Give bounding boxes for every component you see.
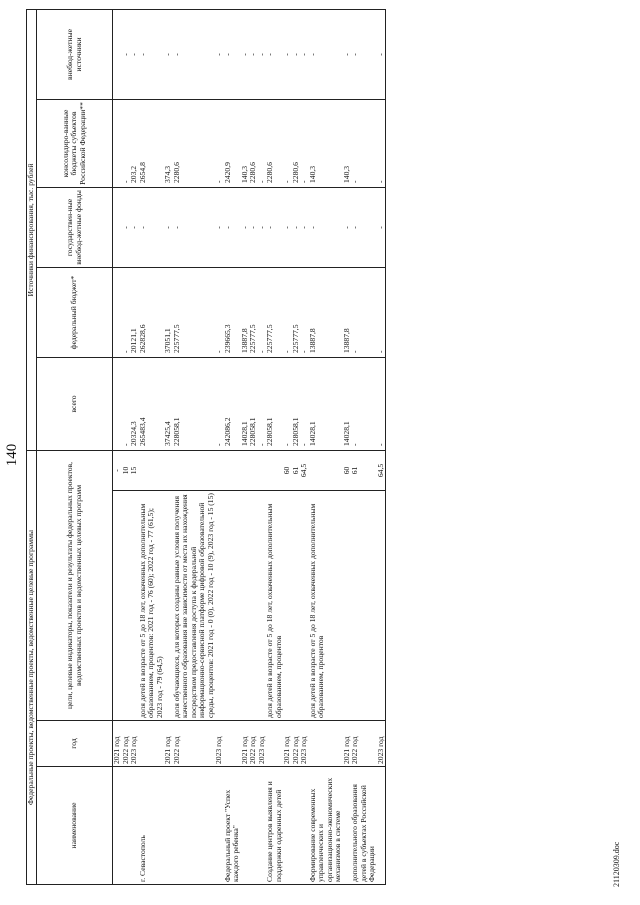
row-extrabudgetary-cell: - bbox=[130, 9, 139, 99]
row-total-cell: - bbox=[283, 357, 292, 450]
table-row bbox=[351, 9, 377, 884]
row-indicator-cell: доля обучающихся, для которых созданы равные условия получения качественного образования вне зависимости от места их нахождения посредством предоставления доступа к федеральной информационно-сервисной платформе цифровой образовательной среды, процентов: 2021 год - 0 (0), 2022 год - 10 (9), 2023 год - 15 (15) bbox=[173, 491, 216, 721]
row-indicator-cell bbox=[343, 491, 352, 721]
row-year-cell: 2022 год bbox=[249, 721, 258, 767]
row-consolidated-cell: 203,2 bbox=[130, 99, 139, 187]
row-state-funds-cell: - bbox=[122, 187, 131, 267]
row-extrabudgetary-cell: - bbox=[351, 9, 377, 99]
row-indicator-cell bbox=[122, 491, 131, 721]
row-federal-cell: 225777,5 bbox=[249, 267, 258, 357]
row-indicator-value-cell bbox=[258, 450, 267, 490]
header-consolidated-budgets: консолидиро-ванные бюджеты субъектов Российской Федерации** bbox=[37, 99, 113, 187]
row-consolidated-cell: 2654,8 bbox=[139, 99, 165, 187]
row-total-cell: - bbox=[351, 357, 377, 450]
row-name-cell: Создание центров выявления и поддержки одаренных детей bbox=[266, 767, 283, 885]
row-year-cell bbox=[224, 721, 241, 767]
row-consolidated-cell: - bbox=[283, 99, 292, 187]
row-indicator-value-cell: 64,5 bbox=[377, 450, 386, 490]
row-state-funds-cell: - bbox=[130, 187, 139, 267]
row-total-cell: - bbox=[215, 357, 224, 450]
row-name-cell: Формирование современных управленческих и организационно-экономических механизмов в системе bbox=[309, 767, 343, 885]
row-indicator-cell bbox=[351, 491, 377, 721]
row-consolidated-cell: 140,3 bbox=[309, 99, 343, 187]
row-extrabudgetary-cell: - bbox=[164, 9, 173, 99]
row-state-funds-cell: - bbox=[351, 187, 377, 267]
header-group-financing: Источники финансирования, тыс. рублей bbox=[27, 9, 37, 450]
row-total-cell: - bbox=[258, 357, 267, 450]
header-extrabudgetary: внебюд-жетные источники bbox=[37, 9, 113, 99]
row-state-funds-cell: - bbox=[258, 187, 267, 267]
header-goals: цели, целевые индикаторы, показатели и результаты федеральных проектов, ведомственных проектов и ведомственных целевых программ bbox=[37, 450, 113, 720]
row-extrabudgetary-cell: - bbox=[241, 9, 250, 99]
row-indicator-value-cell: - bbox=[113, 450, 122, 490]
row-total-cell: - bbox=[122, 357, 131, 450]
table-row bbox=[130, 9, 139, 884]
row-state-funds-cell: - bbox=[241, 187, 250, 267]
row-federal-cell: 239665,3 bbox=[224, 267, 241, 357]
row-state-funds-cell: - bbox=[224, 187, 241, 267]
row-indicator-value-cell: 10 bbox=[122, 450, 131, 490]
row-state-funds-cell: - bbox=[283, 187, 292, 267]
row-indicator-value-cell bbox=[164, 450, 173, 490]
row-federal-cell: - bbox=[377, 267, 386, 357]
row-name-cell bbox=[283, 767, 292, 885]
row-federal-cell: - bbox=[122, 267, 131, 357]
row-year-cell: 2023 год bbox=[258, 721, 267, 767]
row-federal-cell: 13887,8 bbox=[241, 267, 250, 357]
row-extrabudgetary-cell: - bbox=[215, 9, 224, 99]
row-name-cell bbox=[249, 767, 258, 885]
row-indicator-value-cell bbox=[266, 450, 283, 490]
row-consolidated-cell: - bbox=[300, 99, 309, 187]
row-indicator-cell bbox=[292, 491, 301, 721]
row-federal-cell: - bbox=[258, 267, 267, 357]
row-extrabudgetary-cell: - bbox=[377, 9, 386, 99]
row-year-cell: 2023 год bbox=[215, 721, 224, 767]
row-name-cell bbox=[164, 767, 173, 885]
row-total-cell: 14028,1 bbox=[241, 357, 250, 450]
row-consolidated-cell: 2280,6 bbox=[292, 99, 301, 187]
table-row bbox=[258, 9, 267, 884]
row-total-cell: 242086,2 bbox=[224, 357, 241, 450]
table-row bbox=[309, 9, 343, 884]
row-extrabudgetary-cell: - bbox=[343, 9, 352, 99]
row-year-cell: 2022 год bbox=[351, 721, 377, 767]
row-name-cell: г. Севастополь bbox=[139, 767, 165, 885]
row-indicator-cell bbox=[224, 491, 241, 721]
row-name-cell: Федеральный проект "Успех каждого ребенка" bbox=[224, 767, 241, 885]
row-federal-cell: - bbox=[300, 267, 309, 357]
row-year-cell: 2021 год bbox=[283, 721, 292, 767]
row-extrabudgetary-cell: - bbox=[122, 9, 131, 99]
row-year-cell: 2022 год bbox=[173, 721, 216, 767]
table-row bbox=[266, 9, 283, 884]
row-state-funds-cell: - bbox=[249, 187, 258, 267]
row-name-cell bbox=[377, 767, 386, 885]
row-indicator-value-cell: 61 bbox=[292, 450, 301, 490]
row-state-funds-cell: - bbox=[292, 187, 301, 267]
row-indicator-cell: доля детей в возрасте от 5 до 18 лет, охваченных дополнительным образованием, процентов bbox=[309, 491, 343, 721]
table-row bbox=[139, 9, 165, 884]
row-state-funds-cell: - bbox=[309, 187, 343, 267]
header-federal-budget: федеральный бюджет* bbox=[37, 267, 113, 357]
row-extrabudgetary-cell: - bbox=[266, 9, 283, 99]
row-year-cell: 2021 год bbox=[164, 721, 173, 767]
page-number: 140 bbox=[4, 443, 20, 467]
row-year-cell: 2023 год bbox=[130, 721, 139, 767]
row-state-funds-cell: - bbox=[215, 187, 224, 267]
row-year-cell: 2022 год bbox=[292, 721, 301, 767]
row-extrabudgetary-cell: - bbox=[258, 9, 267, 99]
row-consolidated-cell: 2420,9 bbox=[224, 99, 241, 187]
row-federal-cell: 225777,5 bbox=[173, 267, 216, 357]
row-federal-cell: 13887,8 bbox=[309, 267, 343, 357]
row-total-cell: 228058,1 bbox=[173, 357, 216, 450]
row-year-cell bbox=[309, 721, 343, 767]
header-name: наименование bbox=[37, 767, 113, 885]
row-indicator-value-cell bbox=[173, 450, 216, 490]
row-indicator-cell bbox=[249, 491, 258, 721]
row-consolidated-cell: - bbox=[215, 99, 224, 187]
row-state-funds-cell: - bbox=[343, 187, 352, 267]
row-indicator-value-cell: 64,5 bbox=[300, 450, 309, 490]
row-total-cell: 228058,1 bbox=[266, 357, 283, 450]
row-indicator-value-cell bbox=[224, 450, 241, 490]
row-extrabudgetary-cell: - bbox=[224, 9, 241, 99]
row-federal-cell: 13887,8 bbox=[343, 267, 352, 357]
row-indicator-value-cell: 60 bbox=[283, 450, 292, 490]
header-state-funds: государствен-ные внебюд-жетные фонды bbox=[37, 187, 113, 267]
row-extrabudgetary-cell: - bbox=[283, 9, 292, 99]
row-name-cell bbox=[292, 767, 301, 885]
row-year-cell: 2023 год bbox=[300, 721, 309, 767]
row-extrabudgetary-cell: - bbox=[292, 9, 301, 99]
row-extrabudgetary-cell: - bbox=[300, 9, 309, 99]
row-total-cell: 20324,3 bbox=[130, 357, 139, 450]
table-row bbox=[173, 9, 216, 884]
row-indicator-value-cell bbox=[241, 450, 250, 490]
row-indicator-cell: доля детей в возрасте от 5 до 18 лет, охваченных дополнительным образованием, процентов bbox=[266, 491, 283, 721]
row-indicator-value-cell bbox=[249, 450, 258, 490]
row-extrabudgetary-cell: - bbox=[309, 9, 343, 99]
row-name-cell bbox=[241, 767, 250, 885]
row-indicator-value-cell bbox=[215, 450, 224, 490]
row-year-cell: 2023 год bbox=[377, 721, 386, 767]
row-federal-cell: - bbox=[351, 267, 377, 357]
row-consolidated-cell: - bbox=[122, 99, 131, 187]
row-federal-cell bbox=[113, 267, 122, 357]
row-indicator-cell bbox=[377, 491, 386, 721]
row-indicator-cell bbox=[241, 491, 250, 721]
row-consolidated-cell: 374,3 bbox=[164, 99, 173, 187]
row-year-cell bbox=[139, 721, 165, 767]
row-total-cell: 228058,1 bbox=[249, 357, 258, 450]
row-federal-cell: - bbox=[283, 267, 292, 357]
row-indicator-value-cell: 15 bbox=[130, 450, 139, 490]
row-name-cell bbox=[173, 767, 216, 885]
row-total-cell: 37425,4 bbox=[164, 357, 173, 450]
row-federal-cell: 225777,5 bbox=[266, 267, 283, 357]
row-indicator-cell bbox=[283, 491, 292, 721]
row-extrabudgetary-cell: - bbox=[139, 9, 165, 99]
row-consolidated-cell: - bbox=[258, 99, 267, 187]
row-indicator-cell: доля детей в возрасте от 5 до 18 лет, охваченных дополнительным образованием, процентов: 2021 год - 76 (60); 2022 год - 77 (61,5); 2023 год - 79 (64,5) bbox=[139, 491, 165, 721]
row-total-cell bbox=[113, 357, 122, 450]
row-year-cell: 2022 год bbox=[122, 721, 131, 767]
footer-filename: 21120309.doc bbox=[612, 841, 621, 887]
row-total-cell: 228058,1 bbox=[292, 357, 301, 450]
row-state-funds-cell: - bbox=[164, 187, 173, 267]
row-indicator-value-cell bbox=[309, 450, 343, 490]
row-year-cell: 2021 год bbox=[343, 721, 352, 767]
row-name-cell bbox=[113, 767, 122, 885]
header-group-projects: Федеральные проекты, ведомственные проекты, ведомственные целевые программы bbox=[27, 450, 37, 884]
row-state-funds-cell: - bbox=[173, 187, 216, 267]
row-state-funds-cell: - bbox=[266, 187, 283, 267]
row-total-cell: - bbox=[377, 357, 386, 450]
table-body bbox=[113, 9, 386, 884]
row-federal-cell: 262828,6 bbox=[139, 267, 165, 357]
row-consolidated-cell: 140,3 bbox=[343, 99, 352, 187]
row-year-cell: 2021 год bbox=[241, 721, 250, 767]
row-consolidated-cell: 2280,6 bbox=[173, 99, 216, 187]
row-total-cell: 14028,1 bbox=[343, 357, 352, 450]
table-row bbox=[224, 9, 241, 884]
row-indicator-cell bbox=[215, 491, 224, 721]
row-extrabudgetary-cell: - bbox=[249, 9, 258, 99]
row-state-funds-cell: - bbox=[139, 187, 165, 267]
row-year-cell bbox=[266, 721, 283, 767]
header-year: год bbox=[37, 721, 113, 767]
row-consolidated-cell: - bbox=[351, 99, 377, 187]
header-total: всего bbox=[37, 357, 113, 450]
row-total-cell: 14028,1 bbox=[309, 357, 343, 450]
row-consolidated-cell: 2280,6 bbox=[266, 99, 283, 187]
row-total-cell: - bbox=[300, 357, 309, 450]
row-name-cell: дополнительного образования детей в субъектах Российской Федерации bbox=[351, 767, 377, 885]
row-state-funds-cell: - bbox=[300, 187, 309, 267]
row-name-cell bbox=[122, 767, 131, 885]
row-indicator-value-cell bbox=[139, 450, 165, 490]
row-federal-cell: 225777,5 bbox=[292, 267, 301, 357]
row-federal-cell: - bbox=[215, 267, 224, 357]
table-row bbox=[377, 9, 386, 884]
table-row bbox=[215, 9, 224, 884]
table-row bbox=[300, 9, 309, 884]
row-extrabudgetary-cell: - bbox=[173, 9, 216, 99]
row-consolidated-cell: 2280,6 bbox=[249, 99, 258, 187]
row-federal-cell: 37051,1 bbox=[164, 267, 173, 357]
row-total-cell: 265483,4 bbox=[139, 357, 165, 450]
row-indicator-value-cell: 61 bbox=[351, 450, 377, 490]
row-year-cell: 2021 год bbox=[113, 721, 122, 767]
row-state-funds-cell: - bbox=[377, 187, 386, 267]
row-consolidated-cell: 140,3 bbox=[241, 99, 250, 187]
row-indicator-cell bbox=[113, 491, 122, 721]
financing-table bbox=[26, 9, 386, 885]
row-consolidated-cell: - bbox=[377, 99, 386, 187]
row-consolidated-cell bbox=[113, 99, 122, 187]
row-federal-cell: 20121,1 bbox=[130, 267, 139, 357]
row-indicator-value-cell: 60 bbox=[343, 450, 352, 490]
